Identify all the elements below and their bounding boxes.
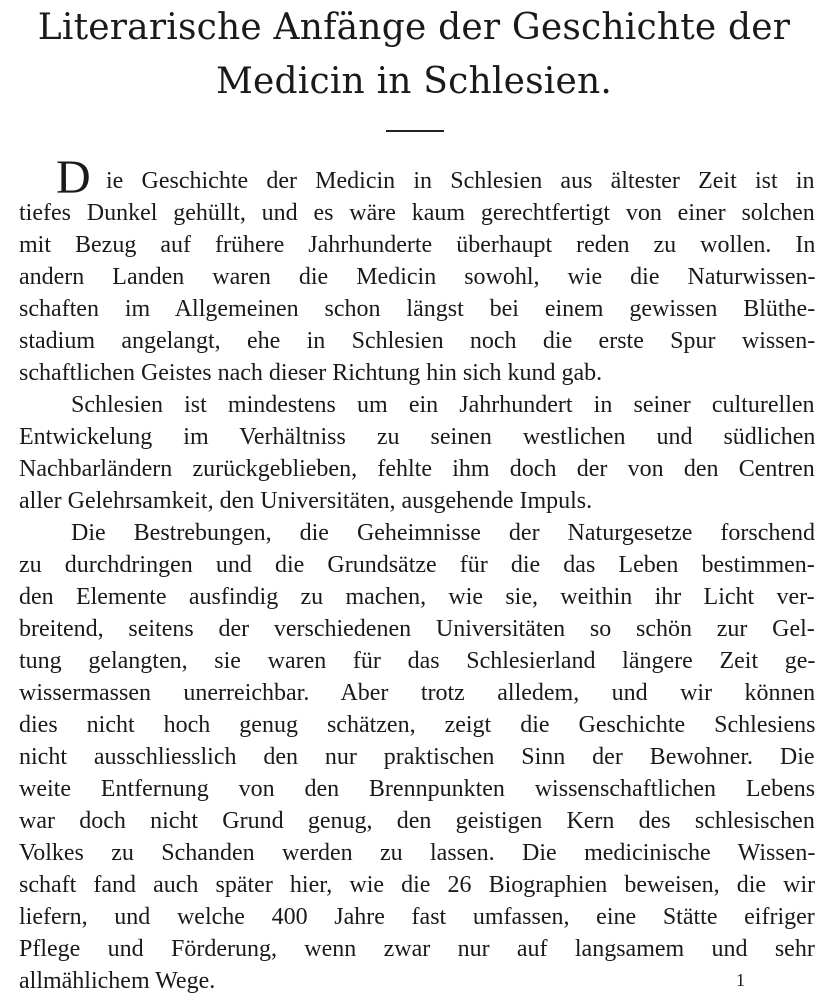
text-line: schaftlichen Geistes nach dieser Richtung hin sich kund gab. (19, 360, 603, 386)
text-line: wissermassen unerreichbar. Aber trotz alledem, und wir können (19, 680, 816, 706)
text-line: Entwickelung im Verhältniss zu seinen westlichen und südlichen (19, 424, 816, 450)
page-number: 1 (736, 970, 745, 990)
text-line: breitend, seitens der verschiedenen Universitäten so schön zur Gel- (19, 616, 815, 642)
text-line: stadium angelangt, ehe in Schlesien noch die erste Spur wissen- (19, 328, 816, 354)
text-line: Schlesien ist mindestens um ein Jahrhundert in seiner culturellen (71, 392, 815, 418)
title-line-1: Literarische Anfänge der Geschichte der (37, 7, 791, 48)
text-line: Volkes zu Schanden werden zu lassen. Die medicinische Wissen- (19, 840, 816, 866)
drop-cap: D (56, 151, 91, 204)
text-line: schaft fand auch später hier, wie die 26 Biographien beweisen, die wir (19, 872, 816, 898)
text-line: mit Bezug auf frühere Jahrhunderte überhaupt reden zu wollen. In (19, 232, 816, 258)
text-line: zu durchdringen und die Grundsätze für die das Leben bestimmen- (19, 552, 815, 578)
text-line: war doch nicht Grund genug, den geistigen Kern des schlesischen (19, 808, 815, 834)
text-line: ie Geschichte der Medicin in Schlesien aus ältester Zeit ist in (106, 168, 815, 194)
text-line: andern Landen waren die Medicin sowohl, wie die Naturwissen- (19, 264, 816, 290)
text-line: den Elemente ausfindig zu machen, wie sie, weithin ihr Licht ver- (19, 584, 815, 610)
text-line: dies nicht hoch genug schätzen, zeigt die Geschichte Schlesiens (19, 712, 816, 738)
text-line: nicht ausschliesslich den nur praktischen Sinn der Bewohner. Die (19, 744, 815, 770)
text-line: schaften im Allgemeinen schon längst bei einem gewissen Blüthe- (19, 296, 816, 322)
text-line: Die Bestrebungen, die Geheimnisse der Naturgesetze forschend (71, 520, 816, 546)
text-line: weite Entfernung von den Brennpunkten wissenschaftlichen Lebens (19, 776, 816, 802)
text-line: Pflege und Förderung, wenn zwar nur auf langsamem und sehr (19, 936, 815, 962)
title-line-2: Medicin in Schlesien. (215, 61, 613, 102)
text-line: allmählichem Wege. (19, 968, 216, 994)
text-line: aller Gelehrsamkeit, den Universitäten, ausgehende Impuls. (19, 488, 593, 514)
text-line: tiefes Dunkel gehüllt, und es wäre kaum gerechtfertigt von einer solchen (19, 200, 815, 226)
text-line: Nachbarländern zurückgeblieben, fehlte ihm doch der von den Centren (19, 456, 815, 482)
title-divider (386, 130, 444, 132)
text-line: liefern, und welche 400 Jahre fast umfassen, eine Stätte eifriger (19, 904, 815, 930)
text-line: tung gelangten, sie waren für das Schlesierland längere Zeit ge- (19, 648, 816, 674)
